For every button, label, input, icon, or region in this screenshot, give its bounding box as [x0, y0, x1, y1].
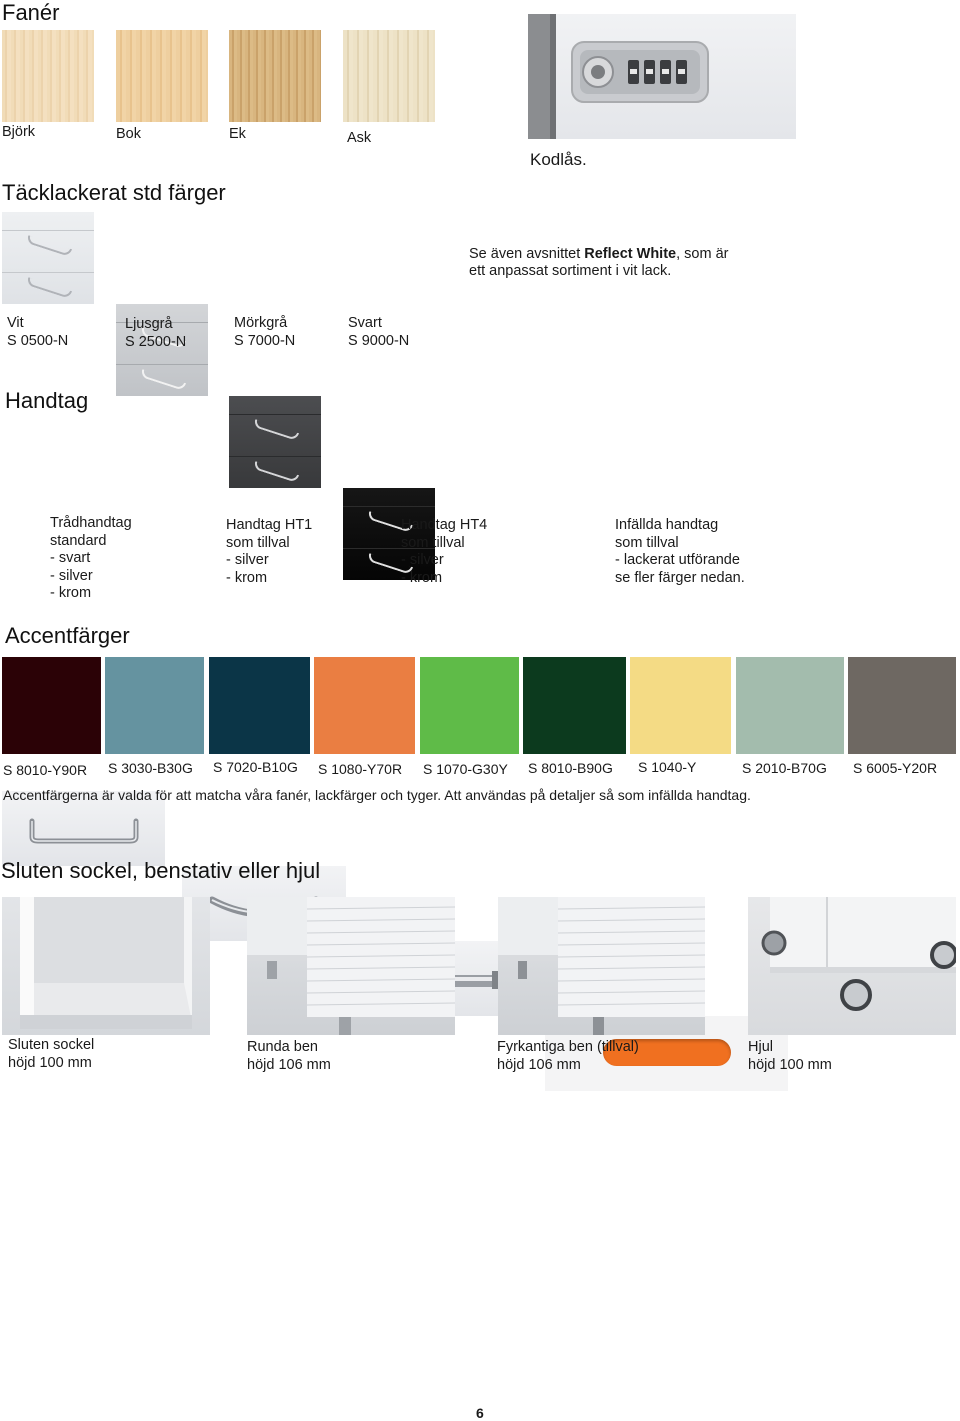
- accent-code-9: S 6005-Y20R: [853, 760, 938, 776]
- handles-title: Handtag: [5, 388, 89, 413]
- base-title: Sluten sockel, benstativ eller hjul: [1, 858, 321, 883]
- accent-code-1: S 8010-Y90R: [3, 762, 88, 778]
- veneer-label-ask: Ask: [347, 130, 372, 146]
- painted-note: Se även avsnittet Reflect White, som är ett anpassat sortiment i vit lack.: [469, 246, 729, 279]
- accent-note: Accentfärgerna är valda för att matcha våra fanér, lackfärger och tyger. Att användas på detaljer så som infällda handtag.: [3, 787, 751, 803]
- accent-swatch-4: [314, 657, 415, 754]
- accent-swatch-3: [209, 657, 310, 754]
- base-label-hjul: Hjul höjd 100 mm: [748, 1039, 832, 1073]
- accent-swatch-7: [630, 657, 731, 754]
- base-photo-hjul: [748, 897, 956, 1035]
- base-label-runda-ben: Runda ben höjd 106 mm: [247, 1039, 331, 1073]
- accent-swatch-1: [2, 657, 101, 754]
- round-legs-icon: [247, 897, 455, 1035]
- veneer-title: Fanér: [2, 0, 60, 25]
- base-label-fyrkantiga-ben: Fyrkantiga ben (tillval) höjd 106 mm: [497, 1039, 639, 1073]
- wheels-icon: [748, 897, 956, 1035]
- veneer-sample-ek: [229, 30, 321, 122]
- veneer-label-bjork: Björk: [2, 124, 36, 140]
- code-lock-icon: [528, 14, 796, 139]
- painted-title: Täcklackerat std färger: [2, 180, 226, 205]
- base-photo-sluten-sockel: [2, 897, 210, 1035]
- painted-label-vit: Vit S 0500-N: [7, 315, 69, 349]
- reflect-white-link: Reflect White: [584, 246, 677, 262]
- accent-code-6: S 8010-B90G: [528, 760, 613, 776]
- accent-swatch-2: [105, 657, 204, 754]
- closed-plinth-icon: [2, 897, 210, 1035]
- painted-label-morkgra: Mörkgrå S 7000-N: [234, 315, 296, 349]
- veneer-label-bok: Bok: [116, 126, 141, 142]
- accent-code-7: S 1040-Y: [638, 759, 697, 775]
- accent-code-2: S 3030-B30G: [108, 760, 193, 776]
- base-photo-fyrkantiga-ben: [498, 897, 705, 1035]
- painted-sample-morkgra: [229, 396, 321, 488]
- base-photo-runda-ben: [247, 897, 455, 1035]
- code-lock-caption: Kodlås.: [530, 150, 587, 169]
- handle-label-ht1: Handtag HT1 som tillval - silver - krom: [226, 517, 313, 586]
- accent-swatch-5: [420, 657, 519, 754]
- painted-label-svart: Svart S 9000-N: [348, 315, 410, 349]
- veneer-sample-bok: [116, 30, 208, 122]
- page-number: 6: [476, 1405, 484, 1421]
- code-lock-photo: [528, 14, 796, 139]
- handle-label-wire: Trådhandtag standard - svart - silver - krom: [50, 515, 132, 601]
- veneer-label-ek: Ek: [229, 126, 246, 142]
- accent-code-3: S 7020-B10G: [213, 759, 298, 775]
- painted-label-ljusgra: Ljusgrå S 2500-N: [125, 316, 187, 350]
- handle-label-ht4: Handtag HT4 som tillval - silver - krom: [401, 517, 488, 586]
- veneer-sample-ask: [343, 30, 435, 122]
- accent-code-5: S 1070-G30Y: [423, 761, 508, 777]
- accent-swatch-8: [736, 657, 844, 754]
- accent-code-4: S 1080-Y70R: [318, 761, 403, 777]
- square-legs-icon: [498, 897, 705, 1035]
- accent-swatch-9: [848, 657, 956, 754]
- painted-sample-vit: [2, 212, 94, 304]
- accent-swatch-6: [523, 657, 626, 754]
- veneer-sample-bjork: [2, 30, 94, 122]
- accent-code-8: S 2010-B70G: [742, 760, 827, 776]
- handle-label-inset: Infällda handtag som tillval - lackerat utförande se fler färger nedan.: [615, 517, 745, 586]
- base-label-sluten-sockel: Sluten sockel höjd 100 mm: [8, 1037, 95, 1071]
- accent-title: Accentfärger: [5, 623, 130, 648]
